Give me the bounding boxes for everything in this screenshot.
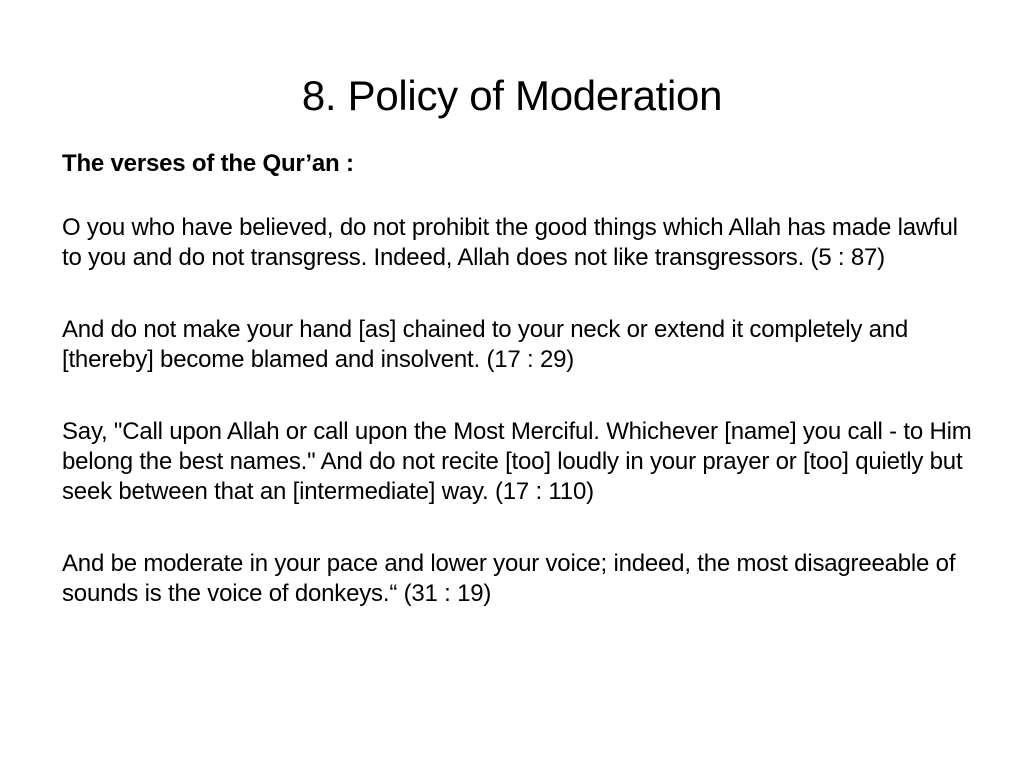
verse-17-110: Say, "Call upon Allah or call upon the Most Merciful. Whichever [name] you call - to Him belong the best names." And do not recite [too] loudly in your prayer or [too] quietly but seek between that an [intermediate] way. (17 : 110) (62, 418, 972, 505)
slide-title: 8. Policy of Moderation (301, 72, 723, 119)
verses-subheading: The verses of the Qur’an : (62, 150, 354, 177)
verse-5-87: O you who have believed, do not prohibit the good things which Allah has made lawful to you and do not transgress. Indeed, Allah does not like transgressors. (5 : 87) (62, 214, 958, 271)
verse-31-19: And be moderate in your pace and lower your voice; indeed, the most disagreeable of sounds is the voice of donkeys.“ (31 : 19) (62, 550, 956, 607)
verse-17-29: And do not make your hand [as] chained to your neck or extend it completely and [thereby] become blamed and insolvent. (17 : 29) (62, 316, 909, 373)
slide-content (62, 149, 972, 651)
